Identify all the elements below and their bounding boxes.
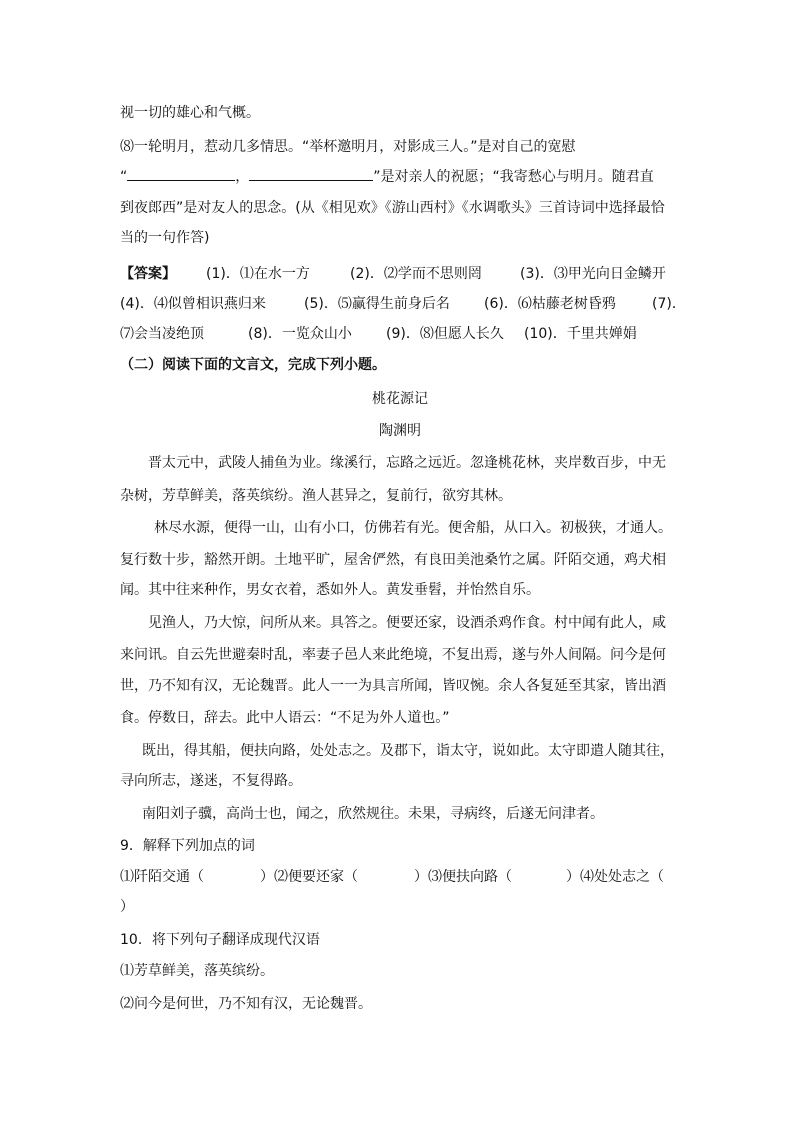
paragraph-line: 林尽水源，便得一山，山有小口，仿佛若有光。便舍船，从口入。初极狭，才通人。 [154, 520, 672, 536]
paragraph-line: 闻。其中往来种作，男女衣着，悉如外人。黄发垂髫，并怡然自乐。 [120, 582, 540, 598]
answer-row [120, 294, 686, 314]
answer-item: (10)．千里共婵娟 [524, 326, 637, 342]
answer-item: (6)．⑹枯藤老树昏鸦 [484, 296, 616, 312]
paragraph-line: 来问讯。自云先世避秦时乱，率妻子邑人来此绝境，不复出焉，遂与外人间隔。问今是何 [120, 647, 666, 663]
answer-item: (9)．⑻但愿人长久 [386, 326, 504, 342]
answer-item: ⑺会当凌绝顶 [120, 326, 204, 342]
paragraph-line: 晋太元中，武陵人捕鱼为业。缘溪行，忘路之远近。忽逢桃花林，夹岸数百步，中无 [148, 455, 666, 471]
question-title: 10．将下列句子翻译成现代汉语 [120, 932, 320, 948]
question-title: 9．解释下列加点的词 [120, 838, 255, 854]
open-quote: “ [120, 169, 128, 185]
answer-item: (5)．⑸赢得生前身后名 [304, 296, 450, 312]
text-line: 视一切的雄心和气概。 [120, 105, 260, 121]
section-heading: （二）阅读下面的文言文，完成下列小题。 [120, 357, 386, 373]
q9-item: ）⑶便扶向路（ [414, 869, 512, 885]
q9-item: ）⑷处处志之（ [566, 869, 664, 885]
paragraph-line: 既出，得其船，便扶向路，处处志之。及郡下，诣太守，说如此。太守即遣人随其往， [142, 743, 674, 759]
q9-item: ）⑵便要还家（ [260, 869, 358, 885]
answer-row [120, 324, 680, 344]
answer-row [120, 264, 680, 284]
q10-sentence: ⑴芳草鲜美，落英缤纷。 [120, 963, 274, 979]
paragraph-line: 杂树，芳草鲜美，落英缤纷。渔人甚异之，复前行，欲穷其林。 [120, 488, 512, 504]
answer-item: (2)．⑵学而不思则罔 [350, 266, 482, 282]
answer-item: (7)． [652, 296, 686, 312]
q8-fill-line [120, 166, 680, 187]
answer-blank[interactable] [249, 166, 373, 181]
text-title: 桃花源记 [372, 391, 428, 407]
paragraph-line: 复行数十步，豁然开朗。土地平旷，屋舍俨然，有良田美池桑竹之属。阡陌交通，鸡犬相 [120, 552, 666, 568]
comma: ， [235, 169, 250, 185]
answer-item: (1)．⑴在水一方 [206, 266, 310, 282]
answer-label: 【答案】 [120, 266, 176, 282]
paragraph-line: 世，乃不知有汉，无论魏晋。此人一一为具言所闻，皆叹惋。余人各复延至其家，皆出酒 [120, 678, 666, 694]
q9-items-row [120, 867, 680, 887]
q8-line-rest: ”是对亲人的祝愿；“我寄愁心与明月。随君直 [373, 169, 654, 185]
answer-item: (4)．⑷似曾相识燕归来 [120, 296, 266, 312]
q8-line: 当的一句作答) [120, 230, 210, 246]
paragraph-line: 食。停数日，辞去。此中人语云：“不足为外人道也。” [120, 710, 450, 726]
q8-line: ⑻一轮明月，惹动几多情思。“举杯邀明月，对影成三人。”是对自己的宽慰 [120, 139, 576, 155]
answer-item: (8)．一览众山小 [248, 326, 352, 342]
q8-line: 到夜郎西”是对友人的思念。(从《相见欢》《游山西村》《水调歌头》三首诗词中选择最恰 [120, 200, 665, 216]
answer-item: (3)．⑶甲光向日金鳞开 [520, 266, 666, 282]
answer-blank[interactable] [127, 166, 235, 181]
q9-close-paren: ） [120, 899, 134, 915]
paragraph-line: 见渔人，乃大惊，问所从来。具答之。便要还家，设酒杀鸡作食。村中闻有此人，咸 [148, 615, 666, 631]
paragraph-line: 寻向所志，遂迷，不复得路。 [120, 773, 302, 789]
paragraph-line: 南阳刘子骥，高尚士也，闻之，欣然规往。未果，寻病终，后遂无问津者。 [142, 806, 604, 822]
q9-item: ⑴阡陌交通（ [120, 869, 204, 885]
text-author: 陶渊明 [379, 423, 421, 439]
q10-sentence: ⑵问今是何世，乃不知有汉，无论魏晋。 [120, 996, 372, 1012]
